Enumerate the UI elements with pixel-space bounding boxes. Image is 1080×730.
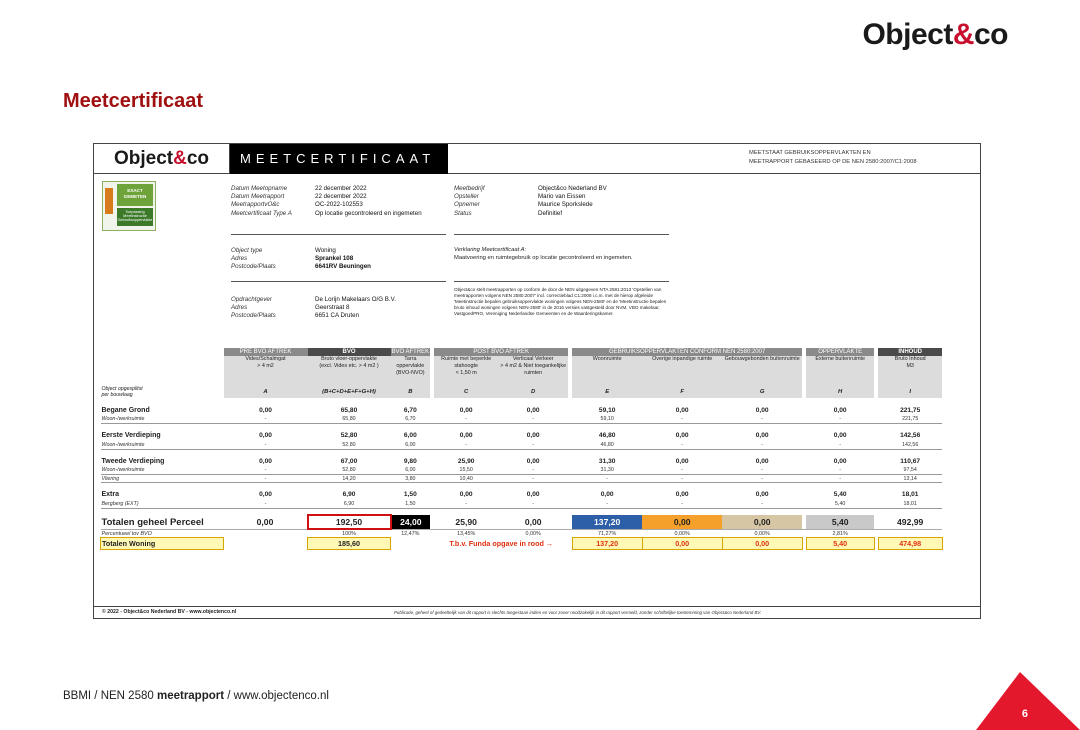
value-cell	[878, 529, 942, 537]
value-cell: 10,40	[434, 475, 498, 483]
info-row	[454, 201, 607, 209]
value-cell: 0,00	[459, 406, 473, 414]
value-cell: 110,67	[900, 457, 921, 465]
value-cell: -	[806, 415, 874, 423]
group-header: POST BVO AFTREK	[434, 348, 568, 356]
disclaimer-text: Object&co stelt meetrapporten op conform de door de NEN uitgegeven NTA 2581:2013 'Opstellen van meetrapporten volgens NEN 2580:2007' incl. correctieblad C1:2008 i.c.m. met de hierop afgeleide 'Meetinstructie bepalen gebruiksoppervlakte woningen volgens NEN-2580' en de 'Meetinstructie bepalen bruto inhoud woningen volgens NEN-2580' in de 2016 versies vastgesteld door NVM, VBO makelaar, VastgoedPRO, Vereniging Nederlandse Gemeenten en de Waarderingskamer.	[454, 287, 667, 317]
value-cell: 6,00	[403, 432, 417, 440]
brand-logo: Object&co	[862, 18, 1008, 51]
column-header	[722, 356, 802, 386]
column-title: Verticaal Verkeer	[512, 356, 554, 363]
value-cell: 0,00	[675, 432, 689, 440]
column-header	[308, 356, 391, 386]
info-key: Opnemer	[454, 201, 480, 209]
value-cell: -	[722, 466, 802, 474]
info-value: 22 december 2022	[315, 193, 367, 201]
info-value: 22 december 2022	[315, 185, 367, 192]
meetcertificaat-document	[93, 143, 981, 619]
value-cell: 46,80	[572, 441, 642, 449]
woning-value: 137,20	[572, 538, 642, 550]
standard-note: MEETSTAAT GEBRUIKSOPPERVLAKTEN EN MEETRAPPORT GEBASEERD OP DE NEN 2580:2007/C1:2008	[749, 150, 917, 165]
column-title: Bruto vloer-oppervlakte	[321, 356, 377, 363]
woning-value: 474,98	[878, 538, 942, 550]
value-cell: 0,00	[755, 406, 769, 414]
info-value: Maurice Sporkslede	[538, 201, 593, 209]
page-title: Meetcertificaat	[63, 90, 204, 112]
info-value: 6651 CA Druten	[315, 312, 360, 320]
column-letter: B	[391, 386, 431, 398]
column-unit: > 4 m2	[257, 363, 274, 370]
value-cell: -	[224, 415, 308, 423]
value-cell: 31,30	[572, 466, 642, 474]
info-key: Adres	[231, 304, 248, 312]
info-value: De Lorijn Makelaars O/G B.V.	[315, 296, 396, 303]
column-header	[434, 356, 498, 386]
info-key: Meetbedrijf	[454, 185, 485, 192]
value-cell: -	[498, 441, 568, 449]
value-cell: 0,00	[833, 432, 847, 440]
column-letter: E	[572, 386, 642, 398]
value-cell	[224, 529, 308, 537]
value-cell: 14,20	[308, 475, 391, 483]
value-cell: 6,70	[391, 415, 431, 423]
column-letter: A	[224, 386, 308, 398]
floor-row	[101, 456, 943, 466]
value-cell: 13,14	[878, 475, 942, 483]
room-label: Vliering	[101, 475, 224, 483]
room-row	[101, 500, 943, 508]
object-info	[231, 247, 371, 272]
value-cell: 6,90	[342, 491, 356, 499]
value-cell: 46,80	[598, 432, 616, 440]
value-cell: 0,00	[722, 515, 802, 529]
column-title: Tarra oppervlakte	[396, 356, 425, 370]
value-cell: 71,27%	[598, 530, 617, 537]
column-unit: (excl. Vides etc. > 4 m2 )	[319, 363, 379, 370]
spacer-row	[101, 508, 943, 515]
floor-label: Eerste Verdieping	[101, 432, 161, 440]
info-value: Woning	[315, 247, 336, 254]
value-cell: -	[498, 415, 568, 423]
value-cell: 492,99	[878, 515, 942, 529]
info-row	[231, 255, 371, 263]
column-letter: (B+C+D+E+F+G+H)	[308, 386, 391, 398]
column-title: Overige inpandige ruimte	[652, 356, 713, 363]
value-cell: 5,40	[806, 500, 874, 508]
value-cell: 97,54	[878, 466, 942, 474]
value-cell: 59,10	[572, 415, 642, 423]
column-letter: F	[642, 386, 722, 398]
column-letter: C	[434, 386, 498, 398]
info-key: Meetcertificaat Type A	[231, 209, 292, 217]
value-cell: 0,00	[526, 406, 540, 414]
floor-row	[101, 405, 943, 415]
value-cell: 0,00	[755, 432, 769, 440]
info-value: Sprankel 108	[315, 255, 354, 263]
value-cell: 0,00	[675, 491, 689, 499]
value-cell: 0,00	[526, 432, 540, 440]
percent-row	[101, 529, 943, 537]
value-cell: 67,00	[340, 457, 358, 465]
measurement-table	[100, 348, 943, 550]
value-cell: 0,00	[833, 457, 847, 465]
value-cell: -	[722, 415, 802, 423]
info-key: Opdrachtgever	[231, 296, 272, 303]
column-title: Externe buitenruimte	[815, 356, 866, 363]
info-row	[231, 193, 422, 201]
floor-row	[101, 490, 943, 500]
value-cell: 24,00	[391, 515, 431, 529]
verklaring: Verklaring Meetcertificaat A: Maatvoering en ruimtegebruik op locatie gecontroleerd en ingemeten.	[454, 247, 633, 261]
value-cell: 0,00	[675, 457, 689, 465]
value-cell: -	[224, 441, 308, 449]
value-cell: 221,75	[878, 415, 942, 423]
value-cell: 0,00	[755, 491, 769, 499]
info-key: Datum Meetrapport	[231, 193, 285, 201]
info-key: Status	[454, 209, 472, 217]
value-cell: -	[722, 475, 802, 483]
certificate-footer: © 2022 - Object&co Nederland BV - www.objectenco.nl Publicatie, geheel of gedeeltelijk van dit rapport is slechts toegestaan indien en voor zover noodzakelijk in dit rapport vermeld, zonder schriftelijke toestemming van Object&co Nederland BV.	[94, 606, 980, 618]
value-cell: -	[434, 441, 498, 449]
info-value: 6641RV Beuningen	[315, 263, 371, 271]
floor-label: Tweede Verdieping	[101, 457, 165, 465]
spacer	[101, 449, 943, 456]
value-cell: 2,81%	[832, 530, 848, 537]
certificate-banner: MEETCERTIFICAAT	[230, 144, 448, 174]
floor-label: Extra	[101, 491, 120, 499]
value-cell: 0,00%	[674, 530, 690, 537]
spacer-row	[101, 483, 943, 490]
info-row	[454, 185, 607, 193]
value-cell: -	[224, 500, 308, 508]
value-cell: 5,40	[806, 515, 874, 529]
woning-label: Totalen Woning	[101, 538, 224, 550]
info-key: Postcode/Plaats	[231, 263, 276, 271]
value-cell: 0,00	[600, 491, 614, 499]
measurement-info	[231, 185, 422, 218]
info-row	[231, 201, 422, 209]
info-row	[454, 193, 607, 201]
company-info	[454, 185, 607, 218]
row-header-line: Object opgesplitst	[101, 386, 143, 393]
value-cell: 0,00	[833, 406, 847, 414]
value-cell: -	[642, 415, 722, 423]
floor-label: Begane Grond	[101, 406, 150, 414]
value-cell: 9,80	[403, 457, 417, 465]
spacer-row	[101, 424, 943, 431]
column-header	[572, 356, 642, 386]
value-cell: 18,01	[901, 491, 919, 499]
room-row	[101, 441, 943, 449]
value-cell: 142,56	[878, 441, 942, 449]
corner-triangle	[976, 672, 1080, 730]
column-title: Gebouwgebonden buitenruimte	[724, 356, 800, 363]
table-letters	[101, 386, 943, 398]
value-cell: -	[572, 500, 642, 508]
value-cell: 0,00	[224, 515, 308, 529]
value-cell: 52,80	[340, 432, 358, 440]
column-letter: I	[878, 386, 942, 398]
value-cell: -	[806, 475, 874, 483]
info-value: OC-2022-102553	[315, 201, 363, 209]
column-title: Bruto Inhoud	[894, 356, 926, 363]
group-header: PRE BVO AFTREK	[224, 348, 308, 356]
spacer-row	[101, 449, 943, 456]
value-cell: -	[224, 466, 308, 474]
value-cell: 192,50	[308, 515, 391, 529]
info-row	[231, 312, 396, 320]
empty-cell	[391, 538, 431, 550]
value-cell: -	[642, 500, 722, 508]
table-group-header	[101, 348, 943, 356]
totals-label: Totalen geheel Perceel	[101, 515, 224, 529]
column-header	[391, 356, 431, 386]
value-cell: 31,30	[598, 457, 616, 465]
info-key: Datum Meetopname	[231, 185, 288, 192]
info-key: Object type	[231, 247, 263, 254]
value-cell: 52,80	[308, 466, 391, 474]
value-cell: -	[722, 500, 802, 508]
woning-bvo: 185,60	[308, 538, 391, 550]
value-cell: 59,10	[598, 406, 616, 414]
info-value: Geerstraat 8	[315, 304, 350, 312]
value-cell: 221,75	[900, 406, 921, 414]
info-row	[231, 210, 422, 218]
value-cell: 18,01	[878, 500, 942, 508]
percent-label: Percentueel tov BVO	[101, 530, 152, 537]
spacer-row	[101, 398, 943, 405]
value-cell: -	[434, 415, 498, 423]
empty-cell	[101, 356, 224, 386]
info-value: Object&co Nederland BV	[538, 185, 607, 192]
info-value: Definitief	[538, 209, 563, 217]
info-row	[231, 263, 371, 271]
value-cell: 0,00	[755, 457, 769, 465]
page-footer: BBMI / NEN 2580 meetrapport / www.objectenco.nl	[63, 690, 329, 702]
info-row	[231, 296, 396, 304]
exact-gemeten-badge: EXACT GEMETEN Toepassing Meetinstructie Gebruiksoppervlakte	[102, 181, 156, 231]
empty-cell	[101, 348, 224, 356]
column-header	[642, 356, 722, 386]
value-cell: 52,80	[308, 441, 391, 449]
row-header-line: per bouwlaag	[101, 392, 133, 399]
group-header: INHOUD	[878, 348, 942, 356]
column-letter: G	[722, 386, 802, 398]
value-cell: 25,90	[457, 457, 475, 465]
value-cell: -	[722, 441, 802, 449]
value-cell: -	[224, 475, 308, 483]
value-cell: 0,00	[498, 515, 568, 529]
value-cell: 0,00	[526, 457, 540, 465]
info-key: Opsteller	[454, 193, 479, 201]
group-header: BVO	[308, 348, 391, 356]
column-title: Woonruimte	[592, 356, 622, 363]
column-header	[878, 356, 942, 386]
woning-value: 0,00	[642, 538, 722, 550]
funda-note: T.b.v. Funda opgave in rood →	[449, 539, 554, 549]
group-header: BVO AFTREK	[391, 349, 430, 356]
value-cell: 0,00%	[525, 530, 541, 537]
info-row	[231, 247, 371, 255]
value-cell: -	[806, 441, 874, 449]
value-cell: 0,00	[259, 457, 272, 465]
woning-value: 0,00	[722, 538, 802, 550]
empty-cell	[224, 538, 308, 550]
totals-row	[101, 515, 943, 529]
value-cell: 65,80	[340, 406, 358, 414]
room-row	[101, 466, 943, 474]
spacer	[101, 424, 943, 431]
value-cell: -	[806, 466, 874, 474]
value-cell: 0,00	[459, 491, 473, 499]
value-cell: 137,20	[572, 515, 642, 529]
client-info	[231, 296, 396, 321]
value-cell: -	[434, 500, 498, 508]
group-header: GEBRUIKSOPPERVLAKTEN CONFORM NEN 2580:2007	[572, 348, 802, 356]
value-cell: 0,00%	[754, 530, 770, 537]
room-label: Woon-/werkruimte	[101, 415, 224, 423]
room-row	[101, 475, 943, 483]
value-cell: 3,80	[391, 475, 431, 483]
certificate-header	[94, 144, 980, 174]
info-row	[231, 185, 422, 193]
floor-row	[101, 431, 943, 441]
value-cell: 1,50	[391, 500, 431, 508]
value-cell: -	[498, 466, 568, 474]
woning-value: 5,40	[806, 538, 874, 550]
value-cell: 6,00	[391, 466, 431, 474]
column-unit: (BVO-NVO)	[396, 370, 425, 377]
certificate-logo: Object&co	[94, 144, 230, 174]
value-cell: -	[572, 475, 642, 483]
value-cell: -	[498, 500, 568, 508]
info-value: Op locatie gecontroleerd en ingemeten	[315, 209, 422, 217]
value-cell: -	[642, 466, 722, 474]
value-cell: 0,00	[259, 491, 272, 499]
value-cell: 1,50	[403, 491, 417, 499]
woning-row	[101, 538, 943, 550]
info-key: MeetrapportvO&c	[231, 201, 280, 209]
value-cell: 6,00	[391, 441, 431, 449]
row-header	[101, 386, 224, 398]
group-header: OPPERVLAKTE	[806, 348, 874, 356]
column-title: Vides/Schalmgat	[245, 356, 286, 363]
column-header	[224, 356, 308, 386]
info-row	[454, 210, 607, 218]
value-cell: 15,50	[434, 466, 498, 474]
info-key: Postcode/Plaats	[231, 312, 276, 320]
spacer	[101, 483, 943, 490]
value-cell: 25,90	[434, 515, 498, 529]
column-header	[806, 356, 874, 386]
value-cell: 100%	[342, 530, 356, 537]
value-cell: 12,47%	[401, 530, 420, 537]
room-row	[101, 415, 943, 423]
value-cell: 5,40	[833, 491, 847, 499]
value-cell: 142,56	[900, 432, 921, 440]
value-cell: 0,00	[642, 515, 722, 529]
info-key: Adres	[231, 255, 248, 263]
column-title: Ruimte met beperkte stahoogte	[441, 356, 492, 370]
info-row	[231, 304, 396, 312]
value-cell: 0,00	[259, 432, 272, 440]
value-cell: 0,00	[526, 491, 540, 499]
value-cell: -	[642, 475, 722, 483]
column-letter: D	[498, 386, 568, 398]
value-cell: 13,45%	[457, 530, 476, 537]
column-unit: < 1,50 m	[455, 370, 477, 377]
info-value: Mario van Eissen	[538, 193, 586, 201]
spacer	[101, 508, 943, 515]
value-cell: 6,70	[403, 406, 417, 414]
table-subheader	[101, 356, 943, 386]
column-unit: M3	[906, 363, 914, 370]
room-label: Woon-/werkruimte	[101, 441, 224, 449]
value-cell: 6,90	[308, 500, 391, 508]
room-label: Woon-/werkruimte	[101, 466, 224, 474]
value-cell: 65,80	[308, 415, 391, 423]
room-label: Bergberg (EXT)	[101, 500, 224, 508]
spacer	[101, 398, 943, 405]
value-cell: -	[642, 441, 722, 449]
page-number: 6	[1021, 708, 1028, 720]
column-letter: H	[806, 386, 874, 398]
value-cell: -	[498, 475, 568, 483]
column-header	[498, 356, 568, 386]
value-cell: 0,00	[259, 406, 272, 414]
column-unit: > 4 m2 & Niet toegankelijke ruimten	[500, 363, 567, 377]
value-cell: 0,00	[675, 406, 689, 414]
value-cell: 0,00	[459, 432, 473, 440]
